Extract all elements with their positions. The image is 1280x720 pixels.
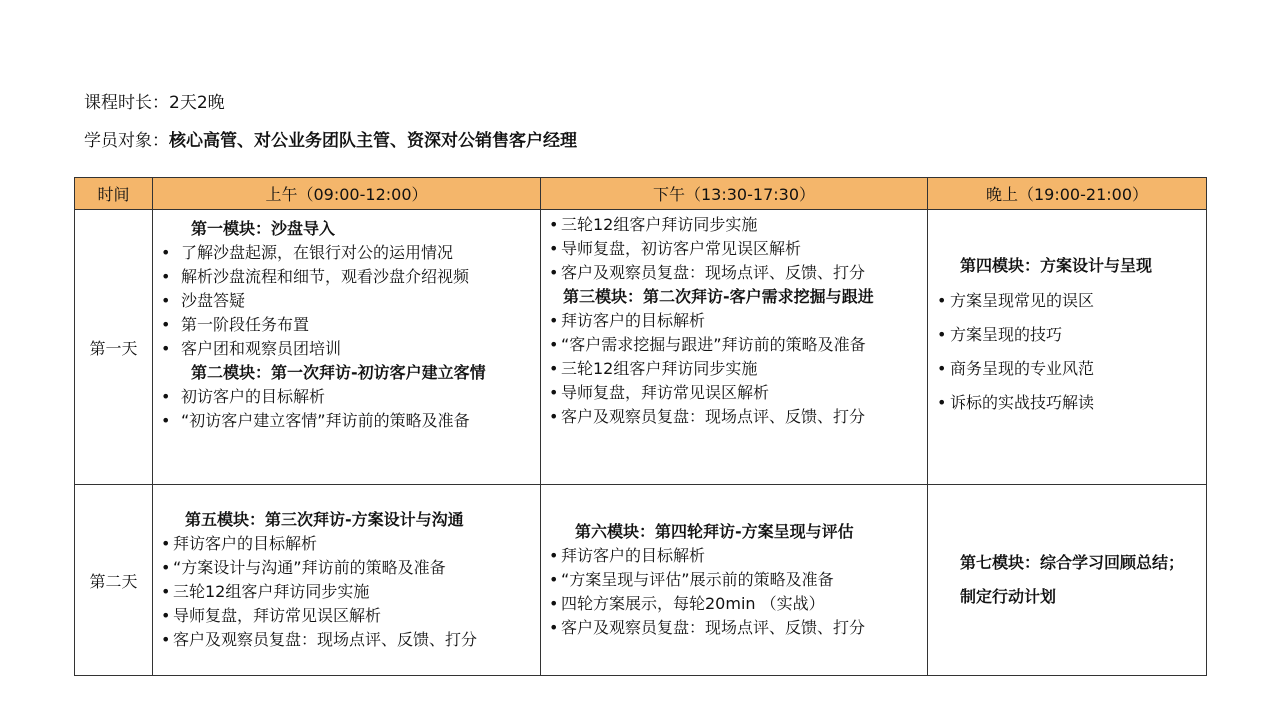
- target-audience-value: 核心高管、对公业务团队主管、资深对公销售客户经理: [169, 131, 577, 151]
- day1-evening-cell: [928, 210, 1207, 485]
- module-title: 第七模块：综合学习回顾总结；制定行动计划: [960, 553, 1185, 606]
- header-row: [75, 178, 1207, 210]
- list-item: • “客户需求挖掘与跟进”拜访前的策略及准备: [541, 333, 919, 357]
- list-item: • 客户及观察员复盘：现场点评、反馈、打分: [541, 261, 919, 285]
- day2-morning-cell: [153, 485, 541, 676]
- list-item: • 方案呈现的技巧: [928, 318, 1200, 352]
- list-item: • 方案呈现常见的误区: [928, 284, 1200, 318]
- target-audience: [84, 129, 577, 153]
- list-item: • 四轮方案展示，每轮20min （实战）: [541, 592, 919, 616]
- list-item: • 客户及观察员复盘：现场点评、反馈、打分: [541, 405, 919, 429]
- list-item: • 沙盘答疑: [153, 289, 530, 313]
- list-item: • 导师复盘，拜访常见误区解析: [153, 604, 532, 628]
- list-item: • 第一阶段任务布置: [153, 313, 530, 337]
- course-duration-value: 2天2晚: [169, 93, 225, 113]
- list-item: • “方案设计与沟通”拜访前的策略及准备: [153, 556, 532, 580]
- list-item: • 拜访客户的目标解析: [541, 309, 919, 333]
- list-item: • 拜访客户的目标解析: [153, 532, 532, 556]
- table-row: [75, 210, 1207, 485]
- list-item: • “方案呈现与评估”展示前的策略及准备: [541, 568, 919, 592]
- list-item: • 客户及观察员复盘：现场点评、反馈、打分: [541, 616, 919, 640]
- target-audience-label: 学员对象：: [84, 131, 169, 151]
- table-row: [75, 485, 1207, 676]
- header-time: 时间: [75, 178, 153, 210]
- list-item: • 客户团和观察员团培训: [153, 337, 530, 361]
- day2-evening-cell: [928, 485, 1207, 676]
- list-item: • 三轮12组客户拜访同步实施: [541, 357, 919, 381]
- day1-afternoon-cell: [541, 210, 928, 485]
- module-title: 第四模块：方案设计与呈现: [960, 256, 1153, 275]
- list-item: • 解析沙盘流程和细节，观看沙盘介绍视频: [153, 265, 530, 289]
- list-item: • 商务呈现的专业风范: [928, 352, 1200, 386]
- header-afternoon: 下午（13:30-17:30）: [541, 178, 928, 210]
- schedule-table: [74, 177, 1207, 676]
- day2-afternoon-cell: [541, 485, 928, 676]
- module-title: 第五模块：第三次拜访-方案设计与沟通: [185, 510, 464, 529]
- day-label: 第一天: [75, 210, 153, 485]
- day1-morning-cell: [153, 210, 541, 485]
- module-title: 第一模块：沙盘导入: [191, 219, 336, 238]
- course-duration-label: 课程时长：: [84, 93, 169, 113]
- list-item: • 了解沙盘起源，在银行对公的运用情况: [153, 241, 530, 265]
- module-title: 第六模块：第四轮拜访-方案呈现与评估: [575, 522, 854, 541]
- list-item: • 客户及观察员复盘：现场点评、反馈、打分: [153, 628, 532, 652]
- list-item: • 拜访客户的目标解析: [541, 544, 919, 568]
- list-item: • “初访客户建立客情”拜访前的策略及准备: [153, 409, 530, 433]
- day-label: 第二天: [75, 485, 153, 676]
- list-item: • 初访客户的目标解析: [153, 385, 530, 409]
- header-evening: 晚上（19:00-21:00）: [928, 178, 1207, 210]
- list-item: • 诉标的实战技巧解读: [928, 386, 1200, 420]
- list-item: • 导师复盘，拜访常见误区解析: [541, 381, 919, 405]
- list-item: • 导师复盘，初访客户常见误区解析: [541, 237, 919, 261]
- course-duration: [84, 91, 225, 115]
- list-item: • 三轮12组客户拜访同步实施: [541, 213, 919, 237]
- list-item: • 三轮12组客户拜访同步实施: [153, 580, 532, 604]
- module-title: 第三模块：第二次拜访-客户需求挖掘与跟进: [563, 287, 874, 306]
- header-morning: 上午（09:00-12:00）: [153, 178, 541, 210]
- module-title: 第二模块：第一次拜访-初访客户建立客情: [191, 363, 486, 382]
